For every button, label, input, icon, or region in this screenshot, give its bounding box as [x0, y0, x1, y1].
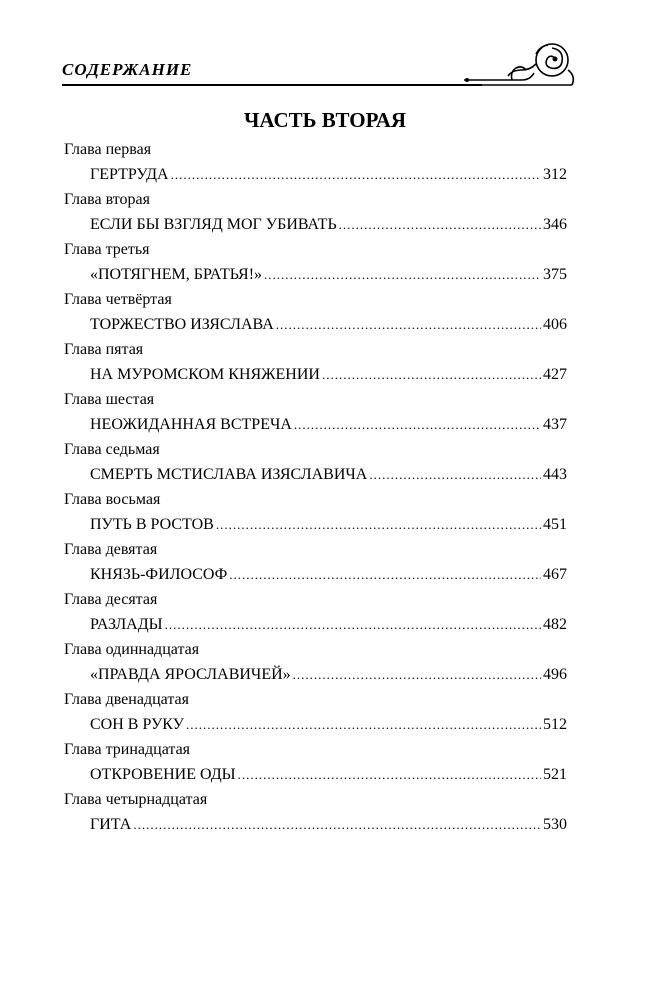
toc-line: [64, 312, 567, 337]
header-rule: [62, 84, 482, 86]
toc-line: [64, 712, 567, 737]
toc-entry: [64, 487, 567, 537]
chapter-label: Глава седьмая: [64, 441, 160, 458]
toc-entry: [64, 387, 567, 437]
page-number: 443: [543, 466, 567, 483]
page-number: 346: [543, 216, 567, 233]
chapter-label: Глава четырнадцатая: [64, 791, 208, 808]
page-header: [62, 40, 582, 90]
page-number: 496: [543, 666, 567, 683]
toc-entry: [64, 287, 567, 337]
chapter-label: Глава двенадцатая: [64, 691, 189, 708]
chapter-label: Глава пятая: [64, 341, 144, 358]
toc-line: [64, 212, 567, 237]
chapter-title: «ПРАВДА ЯРОСЛАВИЧЕЙ»: [90, 666, 291, 683]
toc-line: [64, 162, 567, 187]
toc-entry: [64, 637, 567, 687]
toc-line: [64, 662, 567, 687]
part-title: ЧАСТЬ ВТОРАЯ: [243, 108, 407, 132]
toc-entry: [64, 437, 567, 487]
dot-leader: [133, 812, 541, 837]
chapter-title: РАЗЛАДЫ: [90, 616, 163, 633]
page-number: 521: [543, 766, 567, 783]
chapter-title: «ПОТЯГНЕМ, БРАТЬЯ!»: [90, 266, 263, 283]
chapter-title: ГЕРТРУДА: [90, 166, 169, 183]
page-number: 512: [543, 716, 567, 733]
page-number: 530: [543, 816, 567, 833]
table-of-contents: [64, 137, 567, 837]
scroll-ornament-icon: [452, 40, 582, 90]
toc-entry: [64, 737, 567, 787]
toc-entry: [64, 137, 567, 187]
page-number: 482: [543, 616, 567, 633]
chapter-title: ПУТЬ В РОСТОВ: [90, 516, 214, 533]
dot-leader: [276, 312, 541, 337]
page-number: 375: [543, 266, 567, 283]
chapter-title: ГИТА: [90, 816, 132, 833]
chapter-label: Глава первая: [64, 141, 152, 158]
toc-entry: [64, 587, 567, 637]
chapter-title: НА МУРОМСКОМ КНЯЖЕНИИ: [90, 366, 320, 383]
chapter-label: Глава одиннадцатая: [64, 641, 200, 658]
page-number: 451: [543, 516, 567, 533]
dot-leader: [293, 662, 541, 687]
chapter-title: СМЕРТЬ МСТИСЛАВА ИЗЯСЛАВИЧА: [90, 466, 368, 483]
toc-line: [64, 512, 567, 537]
page-number: 437: [543, 416, 567, 433]
chapter-title: ОТКРОВЕНИЕ ОДЫ: [90, 766, 236, 783]
toc-line: [64, 612, 567, 637]
chapter-label: Глава третья: [64, 241, 150, 258]
toc-line: [64, 562, 567, 587]
toc-entry: [64, 687, 567, 737]
chapter-title: НЕОЖИДАННАЯ ВСТРЕЧА: [90, 416, 292, 433]
dot-leader: [322, 362, 541, 387]
toc-line: [64, 262, 567, 287]
chapter-label: Глава четвёртая: [64, 291, 172, 308]
toc-line: [64, 412, 567, 437]
toc-entry: [64, 187, 567, 237]
toc-entry: [64, 787, 567, 837]
toc-entry: [64, 237, 567, 287]
chapter-label: Глава десятая: [64, 591, 158, 608]
dot-leader: [171, 162, 541, 187]
chapter-label: Глава восьмая: [64, 491, 161, 508]
running-head-title: СОДЕРЖАНИЕ: [62, 60, 193, 79]
chapter-label: Глава шестая: [64, 391, 155, 408]
chapter-title: ТОРЖЕСТВО ИЗЯСЛАВА: [90, 316, 274, 333]
dot-leader: [264, 262, 541, 287]
chapter-title: ЕСЛИ БЫ ВЗГЛЯД МОГ УБИВАТЬ: [90, 216, 337, 233]
dot-leader: [339, 212, 541, 237]
dot-leader: [186, 712, 541, 737]
page-number: 406: [543, 316, 567, 333]
toc-line: [64, 462, 567, 487]
toc-entry: [64, 337, 567, 387]
dot-leader: [229, 562, 541, 587]
dot-leader: [294, 412, 541, 437]
dot-leader: [216, 512, 541, 537]
chapter-label: Глава девятая: [64, 541, 158, 558]
chapter-title: СОН В РУКУ: [90, 716, 184, 733]
toc-line: [64, 812, 567, 837]
chapter-title: КНЯЗЬ-ФИЛОСОФ: [90, 566, 228, 583]
page-number: 427: [543, 366, 567, 383]
dot-leader: [238, 762, 541, 787]
toc-line: [64, 362, 567, 387]
dot-leader: [369, 462, 541, 487]
chapter-label: Глава вторая: [64, 191, 150, 208]
page-number: 312: [543, 166, 567, 183]
toc-entry: [64, 537, 567, 587]
toc-line: [64, 762, 567, 787]
page-number: 467: [543, 566, 567, 583]
dot-leader: [165, 612, 541, 637]
chapter-label: Глава тринадцатая: [64, 741, 191, 758]
